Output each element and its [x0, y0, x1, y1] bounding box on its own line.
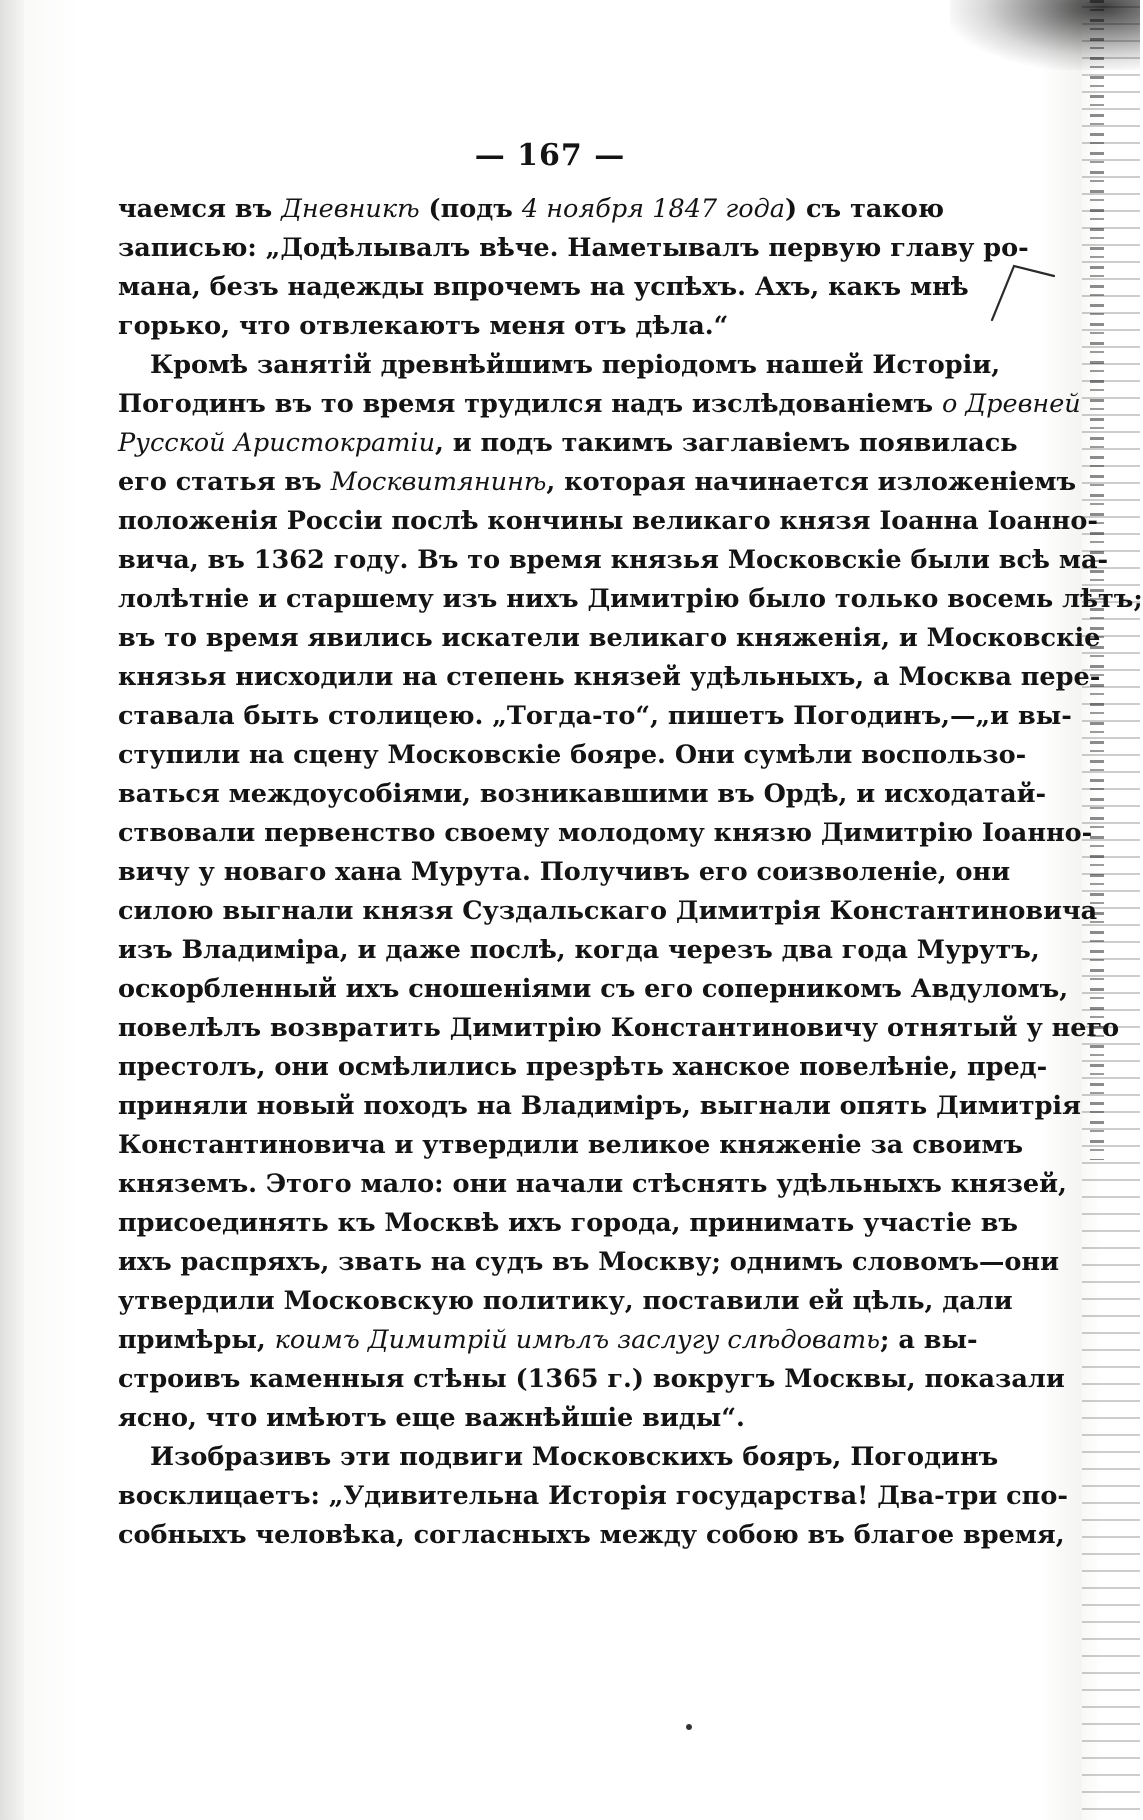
text-line	[118, 775, 1047, 814]
text-line	[118, 580, 1143, 619]
text-run: восклицаетъ: „Удивительна Исторія государства! Два-три спо-	[118, 1481, 1068, 1511]
text-line	[118, 1204, 1018, 1243]
text-run: утвердили Московскую политику, поставили ей цѣль, дали	[118, 1286, 1013, 1316]
scan-left-shadow	[0, 0, 24, 1820]
text-run: изъ Владиміра, и даже послѣ, когда черезъ два года Мурутъ,	[118, 935, 1040, 965]
page-number: — 167 —	[474, 138, 626, 173]
text-line	[118, 658, 1101, 697]
text-run: ясно, что имѣютъ еще важнѣйшіе виды“.	[118, 1403, 745, 1433]
text-line	[118, 307, 944, 346]
text-run: престолъ, они осмѣлились презрѣть ханское повелѣніе, пред-	[118, 1052, 1048, 1082]
italic-text-run: коимъ Димитрій имѣлъ заслугу слѣдовать	[274, 1325, 881, 1355]
corner-blot	[950, 0, 1140, 70]
text-line	[118, 970, 1069, 1009]
text-line	[118, 502, 1098, 541]
text-run: собныхъ человѣка, согласныхъ между собою въ благое время,	[118, 1520, 1065, 1550]
text-line	[118, 1282, 1013, 1321]
text-run: мана, безъ надежды впрочемъ на успѣхъ. Ахъ, какъ мнѣ	[118, 272, 969, 302]
ink-dot	[686, 1724, 692, 1730]
body-text	[118, 190, 1143, 1555]
text-line	[118, 346, 1001, 385]
pencil-margin-mark	[988, 262, 1058, 322]
text-run: ; а вы-	[880, 1325, 978, 1355]
text-run: строивъ каменныя стѣны (1365 г.) вокругъ Москвы, показали	[118, 1364, 1065, 1394]
text-line	[118, 1477, 1068, 1516]
text-run: силою выгнали князя Суздальскаго Димитрія Константиновича	[118, 896, 1098, 926]
text-run: лолѣтніе и старшему изъ нихъ Димитрію было только восемь лѣтъ;	[118, 584, 1143, 614]
text-run: княземъ. Этого мало: они начали стѣснять удѣльныхъ князей,	[118, 1169, 1067, 1199]
text-run: Погодинъ въ то время трудился надъ изслѣдованіемъ	[118, 389, 942, 419]
text-line	[118, 463, 1077, 502]
text-run: въ то время явились искатели великаго княженія, и Московскіе	[118, 623, 1101, 653]
text-run: Изобразивъ эти подвиги Московскихъ бояръ, Погодинъ	[150, 1442, 999, 1472]
text-run: примѣры,	[118, 1325, 275, 1355]
text-line	[118, 541, 1109, 580]
text-line	[118, 1321, 978, 1360]
italic-text-run: Москвитянинѣ	[330, 467, 547, 497]
text-line	[118, 268, 969, 307]
text-line	[118, 619, 1101, 658]
text-run: Кромѣ занятій древнѣйшимъ періодомъ нашей Исторіи,	[150, 350, 1001, 380]
text-line	[118, 385, 1081, 424]
italic-text-run: 4 ноября 1847 года	[521, 194, 785, 224]
text-line	[118, 229, 1029, 268]
text-run: приняли новый походъ на Владиміръ, выгнали опять Димитрія	[118, 1091, 1081, 1121]
text-run: , и подъ такимъ заглавіемъ появилась	[435, 428, 1018, 458]
text-run: положенія Россіи послѣ кончины великаго князя Іоанна Іоанно-	[118, 506, 1098, 536]
text-line	[118, 1399, 944, 1438]
text-run: вичу у новаго хана Мурута. Получивъ его соизволеніе, они	[118, 857, 1011, 887]
text-line	[118, 1126, 1024, 1165]
text-line	[118, 1516, 1065, 1555]
page-edge-dark-noise	[1090, 0, 1104, 1160]
italic-text-run: Дневникѣ	[281, 194, 420, 224]
text-line	[118, 190, 944, 229]
text-run: ваться междоусобіями, возникавшими въ Ордѣ, и исходатай-	[118, 779, 1047, 809]
text-line	[118, 1438, 999, 1477]
text-run: вича, въ 1362 году. Въ то время князья Московскіе были всѣ ма-	[118, 545, 1109, 575]
text-line	[118, 892, 1098, 931]
text-run: Константиновича и утвердили великое княженіе за своимъ	[118, 1130, 1024, 1160]
text-line	[118, 424, 1018, 463]
text-line	[118, 1087, 1081, 1126]
text-line	[118, 814, 1093, 853]
italic-text-run: Русской Аристократіи	[118, 428, 436, 458]
text-run: присоединять къ Москвѣ ихъ города, принимать участіе въ	[118, 1208, 1018, 1238]
text-run: ) съ такою	[784, 194, 944, 224]
text-line	[118, 931, 1040, 970]
text-run: оскорбленный ихъ сношеніями съ его соперникомъ Авдуломъ,	[118, 974, 1069, 1004]
text-line	[118, 736, 1027, 775]
text-line	[118, 697, 1072, 736]
text-run: ставала быть столицею. „Тогда-то“, пишетъ Погодинъ,—„и вы-	[118, 701, 1072, 731]
text-run: (подъ	[419, 194, 522, 224]
text-run: ствовали первенство своему молодому князю Димитрію Іоанно-	[118, 818, 1093, 848]
text-line	[118, 853, 1011, 892]
text-run: , которая начинается изложеніемъ	[546, 467, 1077, 497]
text-line	[118, 1165, 1067, 1204]
text-run: его статья въ	[118, 467, 331, 497]
text-run: повелѣлъ возвратить Димитрію Константиновичу отнятый у него	[118, 1013, 1120, 1043]
text-run: горько, что отвлекаютъ меня отъ дѣла.“	[118, 311, 729, 341]
text-line	[118, 1360, 1065, 1399]
text-run: чаемся въ	[118, 194, 282, 224]
text-line	[118, 1048, 1048, 1087]
text-run: князья нисходили на степень князей удѣльныхъ, а Москва пере-	[118, 662, 1101, 692]
italic-text-run: о Древней	[941, 389, 1081, 419]
text-run: ступили на сцену Московскіе бояре. Они сумѣли воспользо-	[118, 740, 1027, 770]
text-line	[118, 1243, 1060, 1282]
text-run: ихъ распряхъ, звать на судъ въ Москву; однимъ словомъ—они	[118, 1247, 1060, 1277]
text-line	[118, 1009, 1120, 1048]
text-run: записью: „Додѣлывалъ вѣче. Наметывалъ первую главу ро-	[118, 233, 1029, 263]
